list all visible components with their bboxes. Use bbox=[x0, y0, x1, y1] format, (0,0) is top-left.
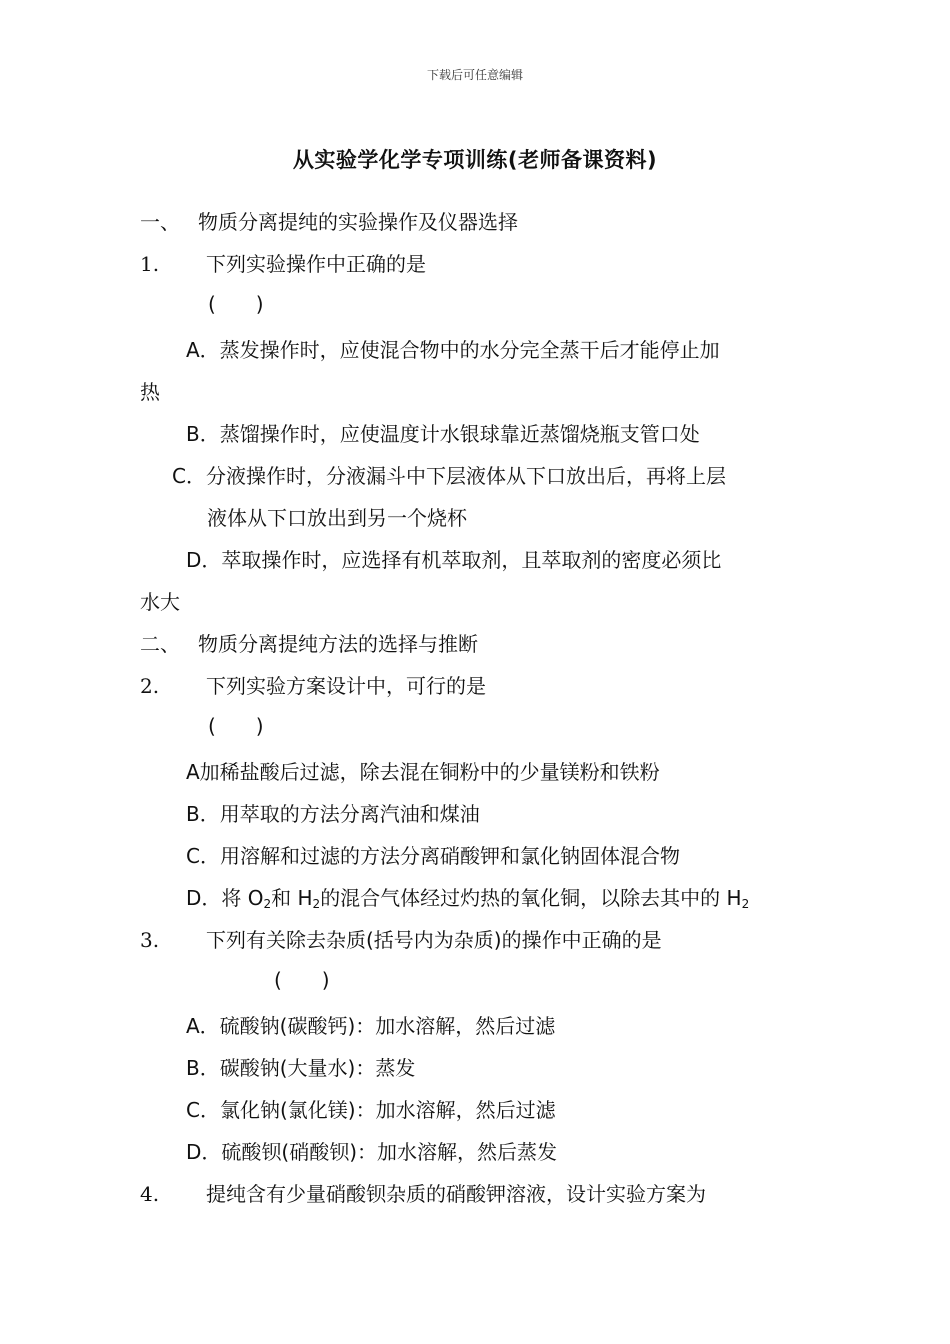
question-1-paren: ( ) bbox=[208, 292, 264, 316]
question-1-option-d: D．萃取操作时，应选择有机萃取剂，且萃取剂的密度必须比 bbox=[186, 548, 722, 572]
question-3-option-b: B．碳酸钠(大量水)：蒸发 bbox=[186, 1056, 416, 1080]
question-3-option-d: D．硫酸钡(硝酸钡)：加水溶解，然后蒸发 bbox=[186, 1140, 558, 1164]
question-3-option-c: C．氯化钠(氯化镁)：加水溶解，然后过滤 bbox=[186, 1098, 556, 1122]
question-1-option-b: B．蒸馏操作时，应使温度计水银球靠近蒸馏烧瓶支管口处 bbox=[186, 422, 700, 446]
section-2-title: 物质分离提纯方法的选择与推断 bbox=[198, 632, 478, 656]
option-d-text-1: D．将 O bbox=[186, 886, 264, 910]
option-d-subscript-1: 2 bbox=[263, 897, 272, 911]
question-1-option-a-cont: 热 bbox=[140, 380, 160, 404]
option-d-text-3: 的混合气体经过灼热的氧化铜，以除去其中的 H bbox=[320, 886, 742, 910]
question-2-stem bbox=[140, 672, 486, 700]
question-1-stem bbox=[140, 250, 426, 278]
question-2-text: 下列实验方案设计中，可行的是 bbox=[206, 674, 486, 698]
question-4-text: 提纯含有少量硝酸钡杂质的硝酸钾溶液，设计实验方案为 bbox=[206, 1182, 706, 1206]
question-3-number: 3. bbox=[140, 928, 160, 952]
option-d-subscript-3: 2 bbox=[741, 897, 750, 911]
question-2-paren: ( ) bbox=[208, 714, 264, 738]
question-1-option-c-cont: 液体从下口放出到另一个烧杯 bbox=[207, 506, 467, 530]
option-d-subscript-2: 2 bbox=[312, 897, 321, 911]
question-2-option-b: B．用萃取的方法分离汽油和煤油 bbox=[186, 802, 480, 826]
question-4-stem bbox=[140, 1180, 706, 1208]
question-2-option-c: C．用溶解和过滤的方法分离硝酸钾和氯化钠固体混合物 bbox=[186, 844, 680, 868]
section-1-title: 物质分离提纯的实验操作及仪器选择 bbox=[198, 210, 518, 234]
question-2-option-a: A加稀盐酸后过滤，除去混在铜粉中的少量镁粉和铁粉 bbox=[186, 760, 660, 784]
question-2-option-d bbox=[186, 884, 749, 918]
header-note: 下载后可任意编辑 bbox=[426, 68, 523, 82]
section-2-heading bbox=[140, 630, 478, 658]
question-3-text: 下列有关除去杂质(括号内为杂质)的操作中正确的是 bbox=[206, 928, 662, 952]
question-4-number: 4. bbox=[140, 1182, 160, 1206]
question-1-text: 下列实验操作中正确的是 bbox=[206, 252, 426, 276]
section-2-marker: 二、 bbox=[140, 632, 180, 656]
section-1-marker: 一、 bbox=[140, 210, 180, 234]
question-2-number: 2. bbox=[140, 674, 160, 698]
option-d-text-2: 和 H bbox=[271, 886, 313, 910]
question-1-option-c: C．分液操作时，分液漏斗中下层液体从下口放出后，再将上层 bbox=[172, 464, 726, 488]
question-1-option-a: A．蒸发操作时，应使混合物中的水分完全蒸干后才能停止加 bbox=[186, 338, 720, 362]
question-3-option-a: A．硫酸钠(碳酸钙)：加水溶解，然后过滤 bbox=[186, 1014, 556, 1038]
question-1-number: 1. bbox=[140, 252, 160, 276]
question-3-paren: ( ) bbox=[274, 968, 330, 992]
section-1-heading bbox=[140, 208, 518, 236]
question-3-stem bbox=[140, 926, 662, 954]
question-1-option-d-cont: 水大 bbox=[140, 590, 180, 614]
page-title: 从实验学化学专项训练(老师备课资料) bbox=[292, 148, 658, 172]
